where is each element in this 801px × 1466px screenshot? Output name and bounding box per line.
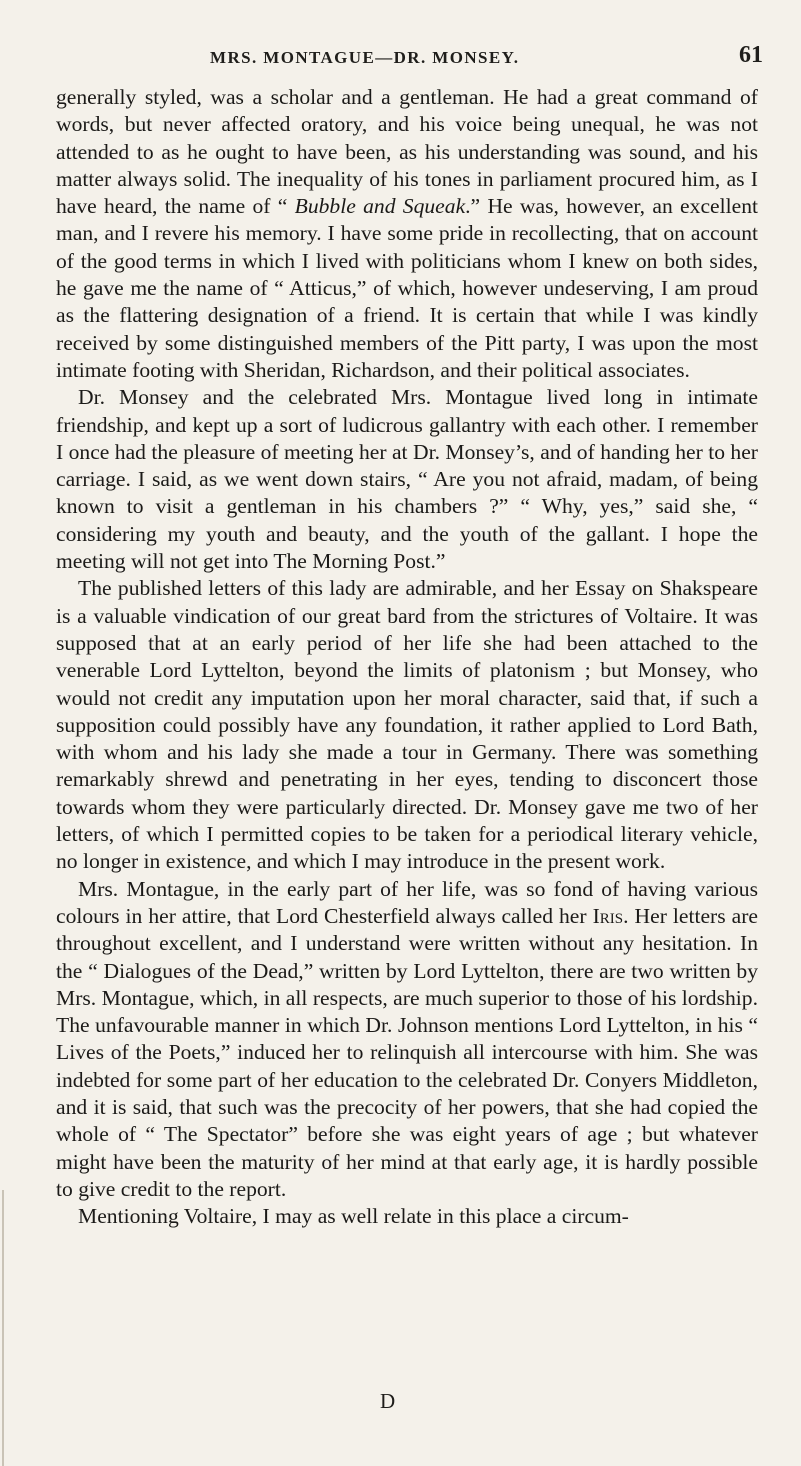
paragraph [56, 1203, 758, 1230]
text-run: . Her letters are throughout excellent, and I understand were written without any hesitation. In the “ Dialogues of the Dead,” written by Lord Lyttelton, there are two written by Mrs. Montague, which, in all respects, are much superior to those of his lordship. The unfavourable manner in which Dr. Johnson mentions Lord Lyttelton, in his “ Lives of the Poets,” induced her to relinquish all intercourse with him. She was indebted for some part of her education to the celebrated Dr. Conyers Middleton, and it is said, that such was the precocity of her powers, that she had copied the whole of “ The Spectator” before she was eight years of age ; but whatever might have been the maturity of her mind at that early age, it is hardly possible to give credit to the report. [56, 903, 758, 1201]
page-edge-shadow [2, 1190, 4, 1466]
text-run: generally styled, was a scholar and a gentleman. He had a great command of words, but never affected oratory, and his voice being unequal, he was not attended to as he ought to have been, as his understanding was sound, and his matter always solid. The inequality of his tones in parliament procured him, as I have heard, the name of “ [56, 85, 758, 219]
paragraph [56, 84, 758, 384]
signature-mark: D [380, 1389, 396, 1413]
page-header [0, 42, 801, 74]
text-run: .” He was, however, an excellent man, and I revere his memory. I have some pride in recollecting, that on account of the good terms in which I lived with politicians whom I knew on both sides, he gave me the name of “ Atticus,” of which, however undeserving, I am proud as the flattering designation of a friend. It is certain that while I was kindly received by some distinguished members of the Pitt party, I was upon the most intimate footing with Sheridan, Richardson, and their political associates. [56, 194, 758, 382]
page-number: 61 [739, 42, 763, 68]
italic-title: Bubble and Squeak [294, 194, 466, 219]
text-run: The published letters of this lady are admirable, and her Essay on Shakspeare is a valuable vindication of our great bard from the strictures of Voltaire. It was supposed that at an early period of her life she had been attached to the venerable Lord Lyttelton, beyond the limits of platonism ; but Monsey, who would not credit any imputation upon her moral character, said that, if such a supposition could possibly have any foundation, it rather applied to Lord Bath, with whom and his lady she made a tour in Germany. There was something remarkably shrewd and penetrating in her eyes, tending to disconcert those towards whom they were particularly directed. Dr. Monsey gave me two of her letters, of which I permitted copies to be taken for a periodical literary vehicle, no longer in existence, and which I may introduce in the present work. [56, 576, 758, 874]
text-run: Mentioning Voltaire, I may as well relate in this place a circum- [78, 1204, 629, 1229]
paragraph [56, 384, 758, 575]
paragraph [56, 575, 758, 875]
text-run: Dr. Monsey and the celebrated Mrs. Montague lived long in intimate friendship, and kept up a sort of ludicrous gallantry with each other. I remember I once had the pleasure of meeting her at Dr. Monsey’s, and of handing her to her carriage. I said, as we went down stairs, “ Are you not afraid, madam, of being known to visit a gentleman in his chambers ?” “ Why, yes,” said she, “ considering my youth and beauty, and the youth of the gallant. I hope the meeting will not get into The Morning Post.” [56, 385, 758, 574]
text-run: Mrs. Montague, in the early part of her life, was so fond of having various colours in her attire, that Lord Chesterfield always called her [56, 876, 758, 928]
small-caps-name: Iris [592, 903, 624, 928]
running-head: MRS. MONTAGUE—DR. MONSEY. [210, 48, 520, 67]
paragraph [56, 876, 758, 1204]
body-text [56, 84, 758, 1230]
